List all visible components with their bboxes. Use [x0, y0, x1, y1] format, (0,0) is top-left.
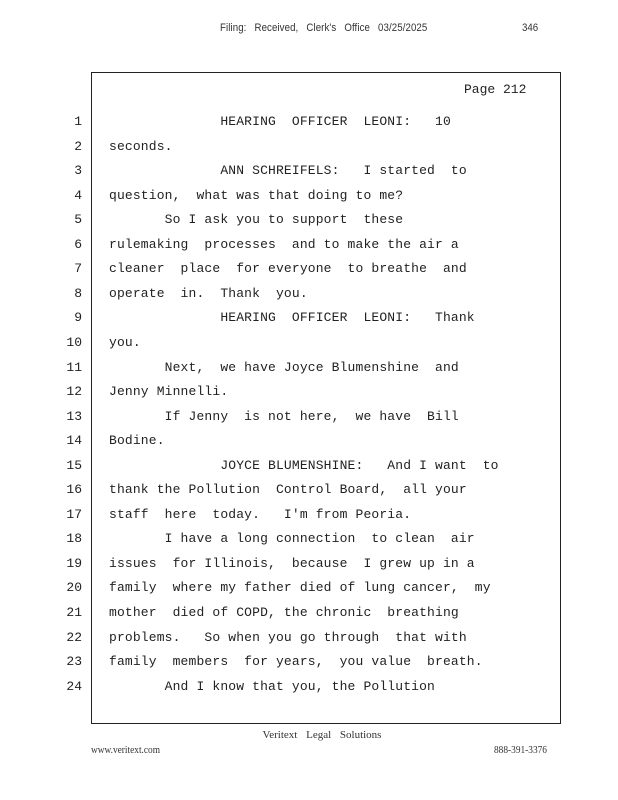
line-number: 5 — [74, 212, 82, 227]
transcript-page-label: Page 212 — [464, 82, 527, 97]
filing-stamp-text: Filing: Received, Clerk's Office 03/25/2025 — [220, 22, 428, 34]
footer-company: Veritext Legal Solutions — [262, 729, 382, 741]
transcript-line-text: problems. So when you go through that with — [109, 630, 467, 645]
line-number: 23 — [66, 654, 82, 669]
line-number: 7 — [74, 261, 82, 276]
line-number: 20 — [66, 580, 82, 595]
line-number: 2 — [74, 139, 82, 154]
line-number: 13 — [66, 409, 82, 424]
line-number: 22 — [66, 630, 82, 645]
transcript-line-text: Bodine. — [109, 433, 165, 448]
transcript-line-text: family where my father died of lung cancer, my — [109, 580, 491, 595]
transcript-line-text: HEARING OFFICER LEONI: Thank — [109, 310, 475, 325]
line-number: 1 — [74, 114, 82, 129]
line-number: 8 — [74, 286, 82, 301]
line-number: 10 — [66, 335, 82, 350]
transcript-line-text: rulemaking processes and to make the air a — [109, 237, 459, 252]
transcript-line-text: And I know that you, the Pollution — [109, 679, 436, 694]
transcript-line-text: operate in. Thank you. — [109, 286, 308, 301]
transcript-line-text: you. — [109, 335, 141, 350]
transcript-line-text: I have a long connection to clean air — [109, 531, 475, 546]
line-number: 3 — [74, 163, 82, 178]
transcript-line-text: JOYCE BLUMENSHINE: And I want to — [109, 458, 499, 473]
line-number: 6 — [74, 237, 82, 252]
filing-header — [0, 22, 618, 38]
transcript-line-text: question, what was that doing to me? — [109, 188, 404, 203]
transcript-line-text: Next, we have Joyce Blumenshine and — [109, 360, 459, 375]
line-number: 4 — [74, 188, 82, 203]
line-number: 12 — [66, 384, 82, 399]
transcript-line-text: staff here today. I'm from Peoria. — [109, 507, 412, 522]
transcript-line-text: HEARING OFFICER LEONI: 10 — [109, 114, 451, 129]
transcript-line-text: If Jenny is not here, we have Bill — [109, 409, 459, 424]
transcript-line-text: thank the Pollution Control Board, all your — [109, 482, 467, 497]
line-number: 21 — [66, 605, 82, 620]
transcript-line-text: cleaner place for everyone to breathe and — [109, 261, 467, 276]
line-number: 18 — [66, 531, 82, 546]
line-number: 24 — [66, 679, 82, 694]
line-number: 17 — [66, 507, 82, 522]
footer-phone: 888-391-3376 — [494, 744, 547, 756]
filing-page-number: 346 — [522, 22, 539, 34]
transcript-line-text: Jenny Minnelli. — [109, 384, 229, 399]
line-number: 11 — [66, 360, 82, 375]
line-number: 19 — [66, 556, 82, 571]
line-number: 15 — [66, 458, 82, 473]
transcript-line-text: family members for years, you value breath. — [109, 654, 483, 669]
line-number: 16 — [66, 482, 82, 497]
transcript-line-text: ANN SCHREIFELS: I started to — [109, 163, 467, 178]
transcript-line-text: mother died of COPD, the chronic breathing — [109, 605, 459, 620]
transcript-line-text: seconds. — [109, 139, 173, 154]
line-number: 14 — [66, 433, 82, 448]
footer-website: www.veritext.com — [91, 744, 160, 756]
transcript-line-text: issues for Illinois, because I grew up in a — [109, 556, 475, 571]
line-number: 9 — [74, 310, 82, 325]
transcript-line-text: So I ask you to support these — [109, 212, 404, 227]
